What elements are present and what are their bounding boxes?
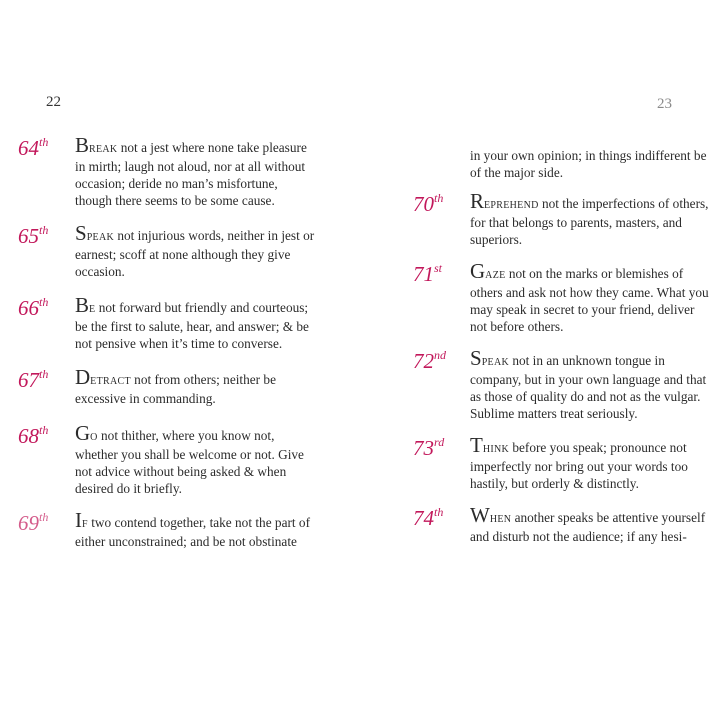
rule-text: SPEAK not in an unknown tongue in company, but in your own language and that as those of quality do and not as the vulgar. Sublime matters treat seriously. [470, 346, 707, 421]
rule-number: 66th [18, 295, 49, 320]
rule-number: 69th [18, 510, 49, 535]
rule-number: 64th [18, 135, 49, 160]
rule-text: DETRACT not from others; neither be excessive in commanding. [75, 365, 276, 406]
rule-text: GAZE not on the marks or blemishes of others and ask not how they came. What you may speak in secret to your friend, deliver not before others. [470, 259, 709, 334]
rule-number: 72nd [413, 348, 446, 373]
left-page-number: 22 [46, 94, 61, 110]
rule-number: 65th [18, 223, 49, 248]
rule-text: REPREHEND not the imperfections of others, for that belongs to parents, masters, and superiors. [470, 189, 709, 247]
rule-text: SPEAK not injurious words, neither in jest or earnest; scoff at none although they give occasion. [75, 221, 315, 279]
rule-number: 71st [413, 261, 443, 286]
right-page-number: 23 [657, 96, 672, 112]
rule-text: BE not forward but friendly and courteous; be the first to salute, hear, and answer; & be not pensive when it’s time to converse. [75, 293, 309, 351]
rule-text: IF two contend together, take not the part of either unconstrained; and be not obstinate [75, 508, 310, 549]
rule-number: 74th [413, 505, 444, 530]
rule-text: GO not thither, where you know not, whether you shall be welcome or not. Give not advice without being asked & when desired do it briefly. [75, 421, 304, 496]
rule-text: THINK before you speak; pronounce not imperfectly nor bring out your words too hastily, but orderly & distinctly. [470, 433, 688, 491]
rule-number: 70th [413, 191, 444, 216]
rule-text: BREAK not a jest where none take pleasure in mirth; laugh not aloud, nor at all without occasion; deride no man’s misfortune, though there seems to be some cause. [75, 133, 307, 208]
continuation-text: in your own opinion; in things indifferent be of the major side. [470, 148, 707, 180]
rule-text: WHEN another speaks be attentive yourself and disturb not the audience; if any hesi- [470, 503, 706, 544]
rule-number: 68th [18, 423, 49, 448]
rule-number: 67th [18, 367, 49, 392]
rule-number: 73rd [413, 435, 445, 460]
